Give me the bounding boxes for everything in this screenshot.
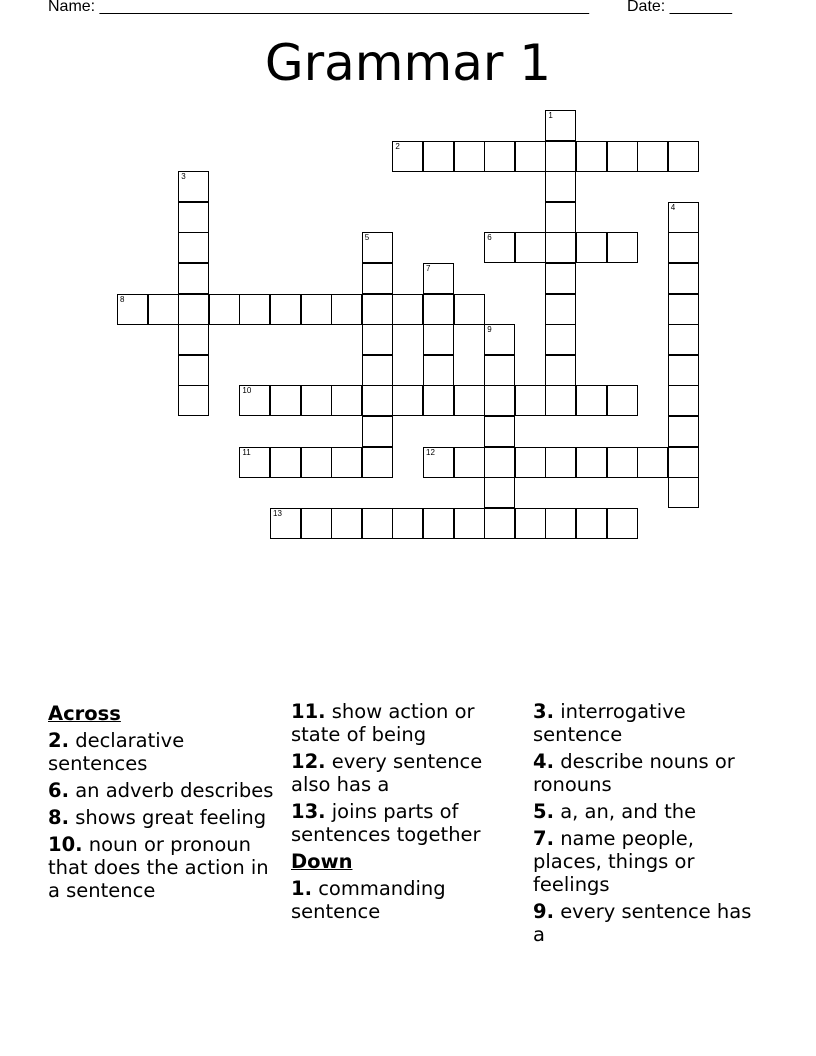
- crossword-cell[interactable]: [209, 294, 240, 325]
- crossword-cell[interactable]: [178, 355, 209, 386]
- clue-column-2: [291, 700, 523, 927]
- crossword-cell[interactable]: [484, 477, 515, 508]
- clue-text: joins parts of sentences together: [291, 800, 481, 846]
- crossword-cell[interactable]: [545, 355, 576, 386]
- cell-number: 2: [395, 141, 400, 151]
- crossword-cell[interactable]: [331, 447, 362, 478]
- crossword-cell[interactable]: [637, 447, 668, 478]
- crossword-cell[interactable]: [454, 141, 485, 172]
- crossword-cell[interactable]: [117, 294, 148, 325]
- date-label: Date:: [627, 0, 666, 15]
- clue-across-13: [291, 800, 523, 846]
- clue-number: 3.: [533, 700, 554, 723]
- crossword-cell[interactable]: [545, 202, 576, 233]
- crossword-cell[interactable]: [454, 294, 485, 325]
- clue-number: 6.: [48, 779, 69, 802]
- crossword-cell[interactable]: [301, 447, 332, 478]
- cell-number: 7: [426, 264, 431, 273]
- crossword-cell[interactable]: [515, 447, 546, 478]
- crossword-cell[interactable]: [545, 232, 576, 263]
- crossword-cell[interactable]: [423, 141, 454, 172]
- crossword-cell[interactable]: [270, 447, 301, 478]
- crossword-cell[interactable]: [515, 508, 546, 539]
- crossword-cell[interactable]: [576, 141, 607, 172]
- clue-across-6: [48, 779, 280, 802]
- crossword-cell[interactable]: [484, 447, 515, 478]
- crossword-cell[interactable]: [576, 447, 607, 478]
- crossword-cell[interactable]: [484, 355, 515, 386]
- cell-number: 9: [487, 325, 492, 335]
- crossword-cell[interactable]: [484, 141, 515, 172]
- clue-text: interrogative sentence: [533, 700, 686, 746]
- clue-column-3: [533, 700, 765, 950]
- crossword-cell[interactable]: [545, 447, 576, 478]
- crossword-cell[interactable]: [484, 324, 515, 355]
- crossword-cell[interactable]: [301, 385, 332, 416]
- clue-text: show action or state of being: [291, 700, 475, 746]
- crossword-cell[interactable]: [668, 385, 699, 416]
- crossword-cell[interactable]: [454, 385, 485, 416]
- date-blank[interactable]: _______: [669, 0, 732, 15]
- crossword-cell[interactable]: [515, 385, 546, 416]
- crossword-cell[interactable]: [270, 508, 301, 539]
- crossword-cell[interactable]: [607, 508, 638, 539]
- clue-down-7: [533, 827, 765, 896]
- clue-across-2: [48, 729, 280, 775]
- cell-number: 5: [364, 233, 370, 243]
- crossword-cell[interactable]: [668, 355, 699, 386]
- clue-number: 8.: [48, 806, 69, 829]
- crossword-cell[interactable]: [668, 416, 699, 447]
- crossword-cell[interactable]: [607, 232, 638, 263]
- page-title: Grammar 1: [264, 34, 552, 92]
- crossword-cell[interactable]: [239, 294, 270, 325]
- clue-text: a, an, and the: [560, 800, 697, 823]
- crossword-cell[interactable]: [362, 416, 393, 447]
- crossword-cell[interactable]: [545, 385, 576, 416]
- crossword-cell[interactable]: [423, 324, 454, 355]
- crossword-cell[interactable]: [331, 508, 362, 539]
- crossword-cell[interactable]: [239, 385, 270, 416]
- crossword-cell[interactable]: [515, 232, 546, 263]
- crossword-cell[interactable]: [545, 324, 576, 355]
- clue-across-11: [291, 700, 523, 746]
- clue-text: every sentence has a: [533, 900, 752, 946]
- cell-number: 11: [242, 447, 251, 457]
- crossword-cell[interactable]: [454, 508, 485, 539]
- crossword-cell[interactable]: [484, 416, 515, 447]
- clue-text: noun or pronoun that does the action in a sentence: [48, 833, 269, 902]
- crossword-cell[interactable]: [301, 294, 332, 325]
- crossword-cell[interactable]: [668, 324, 699, 355]
- crossword-cell[interactable]: [607, 141, 638, 172]
- cell-number: 8: [120, 294, 125, 304]
- crossword-cell[interactable]: [545, 294, 576, 325]
- crossword-cell[interactable]: [423, 508, 454, 539]
- clue-down-1: [291, 877, 523, 923]
- crossword-cell[interactable]: [637, 141, 668, 172]
- crossword-cell[interactable]: [178, 232, 209, 263]
- crossword-cell[interactable]: [423, 355, 454, 386]
- crossword-cell[interactable]: [392, 141, 423, 172]
- crossword-cell[interactable]: [576, 232, 607, 263]
- crossword-cell[interactable]: [362, 385, 393, 416]
- cell-number: 10: [242, 386, 252, 396]
- clue-number: 7.: [533, 827, 554, 850]
- crossword-cell[interactable]: [668, 232, 699, 263]
- crossword-cell[interactable]: [484, 385, 515, 416]
- clue-number: 5.: [533, 800, 554, 823]
- crossword-cell[interactable]: [668, 477, 699, 508]
- crossword-cell[interactable]: [178, 263, 209, 294]
- crossword-cell[interactable]: [178, 202, 209, 233]
- crossword-cell[interactable]: [668, 202, 699, 233]
- clue-text: an adverb describes: [75, 779, 274, 802]
- clue-down-3: [533, 700, 765, 746]
- crossword-cell[interactable]: [362, 447, 393, 478]
- crossword-cell[interactable]: [392, 508, 423, 539]
- clue-across-12: [291, 750, 523, 796]
- crossword-cell[interactable]: [362, 263, 393, 294]
- crossword-cell[interactable]: [423, 447, 454, 478]
- clue-text: describe nouns or ronouns: [533, 750, 735, 796]
- clue-number: 9.: [533, 900, 554, 923]
- crossword-cell[interactable]: [423, 294, 454, 325]
- clue-text: shows great feeling: [75, 806, 267, 829]
- clue-down-4: [533, 750, 765, 796]
- crossword-cell[interactable]: [423, 263, 454, 294]
- cell-number: 1: [548, 111, 553, 120]
- crossword-cell[interactable]: [362, 232, 393, 263]
- crossword-cell[interactable]: [362, 355, 393, 386]
- crossword-cell[interactable]: [301, 508, 332, 539]
- clue-column-1: [48, 700, 280, 906]
- crossword-cell[interactable]: [178, 385, 209, 416]
- crossword-cell[interactable]: [484, 508, 515, 539]
- crossword-cell[interactable]: [545, 110, 576, 141]
- crossword-cell[interactable]: [178, 171, 209, 202]
- clue-across-10: [48, 833, 280, 902]
- name-label: Name:: [48, 0, 96, 15]
- crossword-cell[interactable]: [545, 508, 576, 539]
- clue-number: 13.: [291, 800, 326, 823]
- crossword-cell[interactable]: [576, 385, 607, 416]
- clue-down-9: [533, 900, 765, 946]
- crossword-cell[interactable]: [545, 263, 576, 294]
- crossword-cell[interactable]: [423, 385, 454, 416]
- clue-number: 2.: [48, 729, 69, 752]
- clue-number: 4.: [533, 750, 554, 773]
- crossword-cell[interactable]: [362, 294, 393, 325]
- crossword-cell[interactable]: [270, 385, 301, 416]
- cell-number: 12: [426, 447, 435, 457]
- name-blank[interactable]: _______________________________________________________: [99, 0, 589, 15]
- crossword-cell[interactable]: [484, 232, 515, 263]
- crossword-cell[interactable]: [668, 263, 699, 294]
- clue-text: every sentence also has a: [291, 750, 483, 796]
- crossword-cell[interactable]: [607, 385, 638, 416]
- clue-number: 11.: [291, 700, 326, 723]
- crossword-cell[interactable]: [362, 508, 393, 539]
- crossword-cell[interactable]: [668, 294, 699, 325]
- crossword-cell[interactable]: [668, 141, 699, 172]
- crossword-cell[interactable]: [576, 508, 607, 539]
- crossword-cell[interactable]: [392, 294, 423, 325]
- crossword-cell[interactable]: [148, 294, 179, 325]
- crossword-cell[interactable]: [362, 324, 393, 355]
- clue-text: declarative sentences: [48, 729, 185, 775]
- crossword-cell[interactable]: [454, 447, 485, 478]
- cell-number: 6: [487, 233, 492, 243]
- crossword-cell[interactable]: [515, 141, 546, 172]
- crossword-cell[interactable]: [270, 294, 301, 325]
- clue-text: name people, places, things or feelings: [533, 827, 695, 896]
- clue-number: 12.: [291, 750, 326, 773]
- crossword-cell[interactable]: [331, 294, 362, 325]
- cell-number: 4: [670, 202, 676, 212]
- crossword-cell[interactable]: [545, 171, 576, 202]
- clue-across-8: [48, 806, 280, 829]
- clue-number: 10.: [48, 833, 83, 856]
- clue-text: commanding sentence: [291, 877, 446, 923]
- cell-number: 13: [273, 508, 282, 518]
- crossword-cell[interactable]: [331, 385, 362, 416]
- crossword-cell[interactable]: [607, 447, 638, 478]
- down-heading: Down: [291, 850, 353, 873]
- crossword-cell[interactable]: [392, 385, 423, 416]
- cell-number: 3: [181, 172, 186, 182]
- crossword-cell[interactable]: [668, 447, 699, 478]
- crossword-cell[interactable]: [178, 324, 209, 355]
- clue-number: 1.: [291, 877, 312, 900]
- clue-down-5: [533, 800, 765, 823]
- crossword-cell[interactable]: [239, 447, 270, 478]
- crossword-cell[interactable]: [545, 141, 576, 172]
- crossword-cell[interactable]: [178, 294, 209, 325]
- across-heading: Across: [48, 702, 121, 725]
